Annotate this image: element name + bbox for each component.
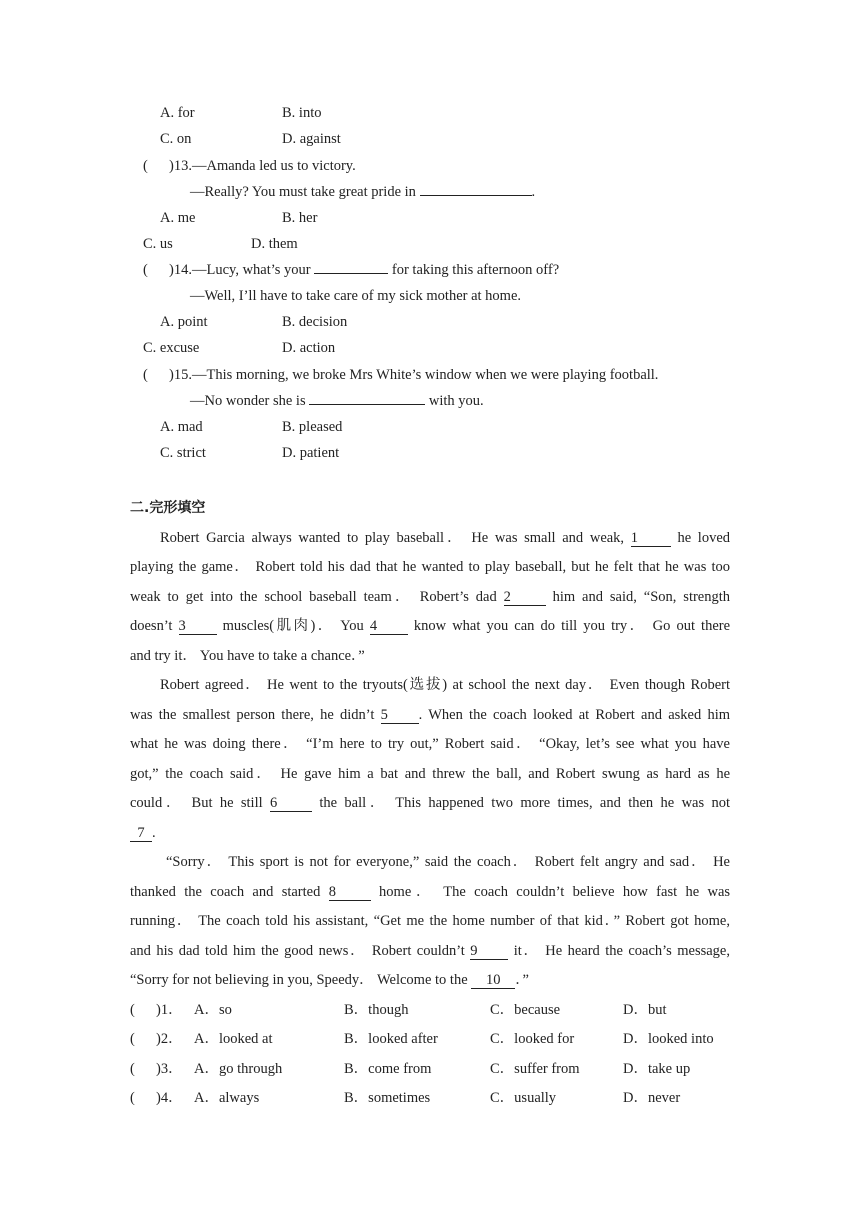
cloze-blank-1[interactable]: 1 (631, 530, 671, 547)
cloze-question-2: ( )2． (130, 1031, 183, 1047)
cloze-p3-line1: “Sorry． This sport is not for everyone,” said the coach． Robert felt angry and sad． He (166, 854, 730, 870)
cloze-blank-9[interactable]: 9 (470, 943, 508, 960)
q14-stem-line1: ( )14.—Lucy, what’s your for taking this afternoon off? (143, 262, 560, 278)
q13-stem-line2: —Really? You must take great pride in . (190, 184, 536, 200)
q13-stem-line1: ( )13.—Amanda led us to victory. (143, 158, 356, 174)
q14-option-b[interactable]: B. decision (282, 314, 348, 330)
cloze-p1-line5: and try it． You have to take a chance．” (130, 648, 365, 664)
cloze-q3-option-b[interactable]: B．come from (344, 1061, 432, 1077)
q15-option-d[interactable]: D. patient (282, 445, 340, 461)
cloze-q2-option-d[interactable]: D．looked into (623, 1031, 714, 1047)
q13-option-b[interactable]: B. her (282, 210, 318, 226)
q15-option-a[interactable]: A. mad (160, 419, 203, 435)
cloze-q4-option-b[interactable]: B．sometimes (344, 1090, 431, 1106)
cloze-q3-option-d[interactable]: D．take up (623, 1061, 691, 1077)
cloze-q1-option-a[interactable]: A．so (194, 1002, 232, 1018)
answer-blank[interactable] (309, 404, 425, 405)
q15-option-b[interactable]: B. pleased (282, 419, 343, 435)
q14-stem-line2: —Well, I’ll have to take care of my sick mother at home. (190, 288, 522, 304)
cloze-q1-option-b[interactable]: B．though (344, 1002, 409, 1018)
cloze-q1-option-c[interactable]: C．because (490, 1002, 561, 1018)
cloze-question-1: ( )1． (130, 1002, 183, 1018)
cloze-blank-8[interactable]: 8 (329, 884, 371, 901)
cloze-q4-option-d[interactable]: D．never (623, 1090, 681, 1106)
cloze-p3-line4: and his dad told him the good news． Robert couldn’t 9 it． He heard the coach’s message, (130, 943, 730, 959)
q13-option-d[interactable]: D. them (251, 236, 298, 252)
cloze-p2-line6: 7 . (130, 823, 156, 843)
q12-option-a[interactable]: A. for (160, 105, 195, 121)
cloze-p1-line3: weak to get into the school baseball team． Robert’s dad 2 him and said, “Son, strength (130, 589, 731, 605)
cloze-q2-option-b[interactable]: B．looked after (344, 1031, 438, 1047)
cloze-p1-line2: playing the game． Robert told his dad that he wanted to play baseball, but he felt that he was too (130, 559, 730, 575)
cloze-question-4: ( )4． (130, 1090, 183, 1106)
q12-option-b[interactable]: B. into (282, 105, 322, 121)
q12-option-d[interactable]: D. against (282, 131, 341, 147)
cloze-question-3: ( )3． (130, 1061, 183, 1077)
cloze-p2-line1: Robert agreed． He went to the tryouts(选拔) at school the next day． Even though Robert (160, 677, 730, 693)
cloze-p2-line5: could． But he still 6 the ball． This happened two more times, and then he was not (130, 795, 731, 811)
answer-blank[interactable] (420, 195, 532, 196)
answer-paren[interactable]: ( (130, 1090, 135, 1106)
answer-paren[interactable]: ( (143, 367, 148, 383)
cloze-blank-3[interactable]: 3 (179, 618, 217, 635)
cloze-p1-line4: doesn’t 3 muscles(肌肉)． You 4 know what you can do till you try． Go out there (130, 618, 731, 634)
cloze-q4-option-c[interactable]: C．usually (490, 1090, 557, 1106)
answer-paren[interactable]: ( (143, 158, 148, 174)
cloze-blank-7[interactable]: 7 (130, 825, 152, 842)
cloze-q2-option-c[interactable]: C．looked for (490, 1031, 575, 1047)
cloze-q3-option-a[interactable]: A．go through (194, 1061, 283, 1077)
answer-paren[interactable]: ( (143, 262, 148, 278)
cloze-blank-4[interactable]: 4 (370, 618, 408, 635)
cloze-p1-line1: Robert Garcia always wanted to play baseball． He was small and weak, 1 he loved (160, 530, 731, 546)
cloze-blank-10[interactable]: 10 (471, 972, 515, 989)
q14-option-d[interactable]: D. action (282, 340, 336, 356)
answer-blank[interactable] (314, 273, 388, 274)
q14-option-a[interactable]: A. point (160, 314, 208, 330)
cloze-q1-option-d[interactable]: D．but (623, 1002, 667, 1018)
cloze-p3-line3: running． The coach told his assistant, “Get me the home number of that kid．” Robert got home, (130, 913, 730, 929)
cloze-p2-line3: what he was doing there． “I’m here to try out,” Robert said． “Okay, let’s see what you have (130, 736, 730, 752)
cloze-blank-2[interactable]: 2 (504, 589, 546, 606)
cloze-q3-option-c[interactable]: C．suffer from (490, 1061, 580, 1077)
q15-stem-line2: —No wonder she is with you. (190, 393, 484, 409)
answer-paren[interactable]: ( (130, 1002, 135, 1018)
cloze-p3-line5: “Sorry for not believing in you, Speedy． Welcome to the 10 ．” (130, 972, 529, 988)
cloze-blank-6[interactable]: 6 (270, 795, 312, 812)
cloze-p2-line2: was the smallest person there, he didn’t 5 . When the coach looked at Robert and asked him (130, 707, 730, 723)
cloze-p3-line2: thanked the coach and started 8 home． The coach couldn’t believe how fast he was (130, 884, 731, 900)
answer-paren[interactable]: ( (130, 1061, 135, 1077)
section-heading: 二.完形填空 (130, 500, 206, 516)
cloze-blank-5[interactable]: 5 (381, 707, 419, 724)
q15-option-c[interactable]: C. strict (160, 445, 206, 461)
q12-option-c[interactable]: C. on (160, 131, 192, 147)
q15-stem-line1: ( )15.—This morning, we broke Mrs White’s window when we were playing football. (143, 367, 659, 383)
cloze-q4-option-a[interactable]: A．always (194, 1090, 260, 1106)
cloze-q2-option-a[interactable]: A．looked at (194, 1031, 273, 1047)
q13-option-c[interactable]: C. us (143, 236, 173, 252)
cloze-p2-line4: got,” the coach said． He gave him a bat and threw the ball, and Robert swung as hard as he (130, 766, 730, 782)
q13-option-a[interactable]: A. me (160, 210, 196, 226)
answer-paren[interactable]: ( (130, 1031, 135, 1047)
q14-option-c[interactable]: C. excuse (143, 340, 200, 356)
